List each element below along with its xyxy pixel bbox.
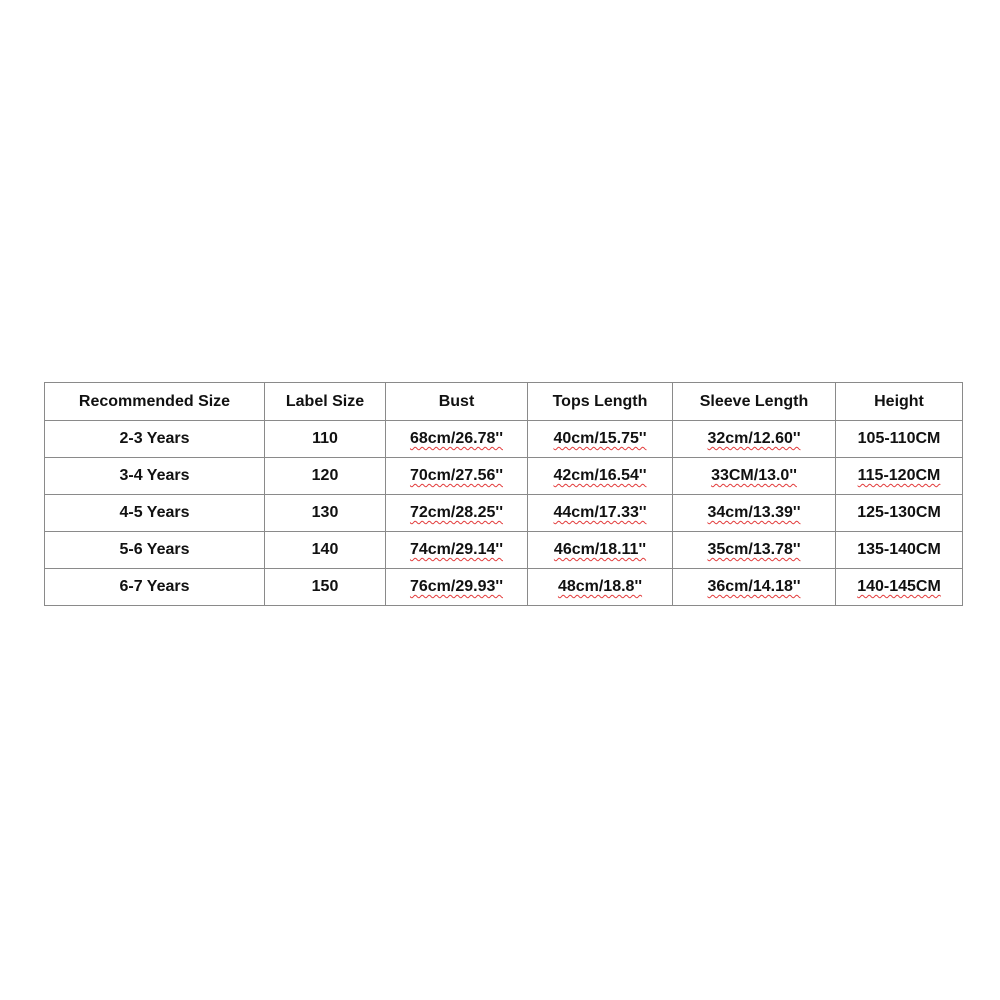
cell-recommended-size: 6-7 Years (45, 569, 265, 606)
cell-bust: 74cm/29.14'' (386, 532, 528, 569)
cell-tops-length: 40cm/15.75'' (528, 421, 673, 458)
cell-height: 105-110CM (836, 421, 963, 458)
cell-tops-length: 46cm/18.11'' (528, 532, 673, 569)
table-row (45, 495, 963, 532)
table-header-row (45, 383, 963, 421)
table-row (45, 569, 963, 606)
header-bust: Bust (386, 383, 528, 421)
cell-recommended-size: 3-4 Years (45, 458, 265, 495)
cell-bust: 68cm/26.78'' (386, 421, 528, 458)
cell-label-size: 140 (265, 532, 386, 569)
cell-sleeve-length: 32cm/12.60'' (673, 421, 836, 458)
header-recommended-size: Recommended Size (45, 383, 265, 421)
cell-sleeve-length: 35cm/13.78'' (673, 532, 836, 569)
header-sleeve-length: Sleeve Length (673, 383, 836, 421)
cell-recommended-size: 2-3 Years (45, 421, 265, 458)
cell-sleeve-length: 34cm/13.39'' (673, 495, 836, 532)
cell-height: 140-145CM (836, 569, 963, 606)
cell-label-size: 150 (265, 569, 386, 606)
cell-label-size: 110 (265, 421, 386, 458)
cell-recommended-size: 4-5 Years (45, 495, 265, 532)
cell-height: 125-130CM (836, 495, 963, 532)
cell-recommended-size: 5-6 Years (45, 532, 265, 569)
cell-bust: 72cm/28.25'' (386, 495, 528, 532)
cell-sleeve-length: 33CM/13.0'' (673, 458, 836, 495)
cell-sleeve-length: 36cm/14.18'' (673, 569, 836, 606)
cell-height: 135-140CM (836, 532, 963, 569)
cell-label-size: 120 (265, 458, 386, 495)
table-row (45, 532, 963, 569)
cell-tops-length: 42cm/16.54'' (528, 458, 673, 495)
cell-label-size: 130 (265, 495, 386, 532)
header-tops-length: Tops Length (528, 383, 673, 421)
table-row (45, 421, 963, 458)
size-chart-table (44, 382, 963, 606)
header-height: Height (836, 383, 963, 421)
cell-tops-length: 44cm/17.33'' (528, 495, 673, 532)
cell-bust: 70cm/27.56'' (386, 458, 528, 495)
header-label-size: Label Size (265, 383, 386, 421)
cell-bust: 76cm/29.93'' (386, 569, 528, 606)
cell-tops-length: 48cm/18.8'' (528, 569, 673, 606)
table-row (45, 458, 963, 495)
cell-height: 115-120CM (836, 458, 963, 495)
